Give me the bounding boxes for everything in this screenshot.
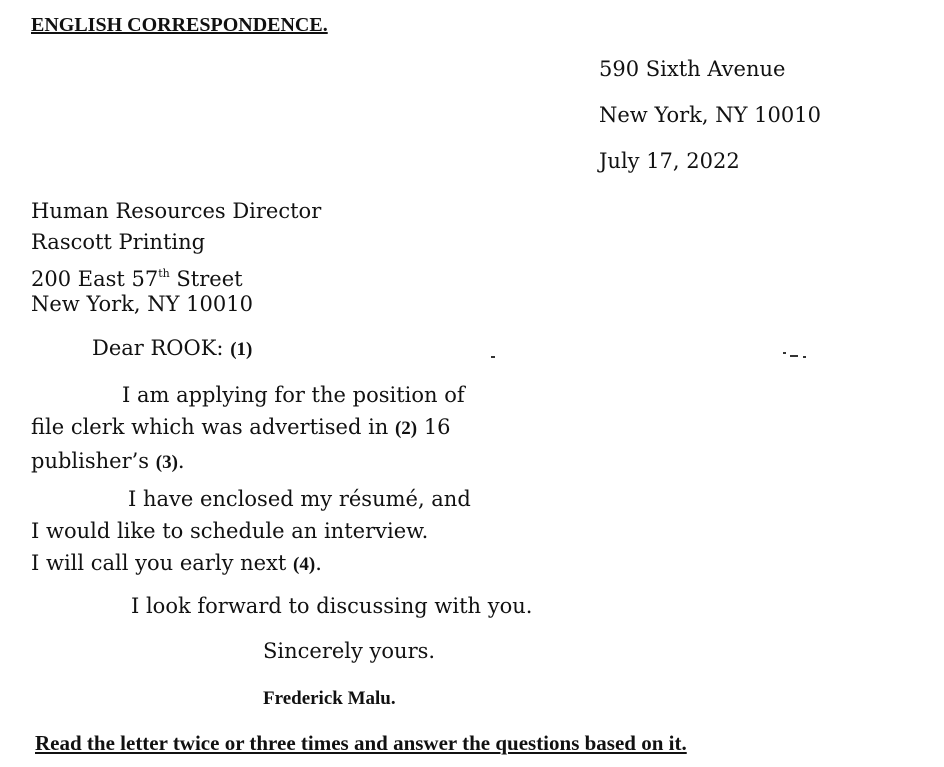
paragraph-1-line-2-end: 16 [417, 415, 451, 439]
paragraph-2-line-3 [31, 547, 471, 581]
scan-speck [790, 355, 798, 357]
paragraph-2-line-1: I have enclosed my résumé, and [128, 487, 471, 511]
paragraph-1 [31, 379, 465, 479]
recipient-title: Human Resources Director [31, 199, 322, 223]
recipient-street-name: Street [169, 267, 243, 291]
paragraph-1-line-2-text: file clerk which was advertised in [31, 415, 395, 439]
paragraph-2 [31, 483, 471, 581]
sender-street: 590 Sixth Avenue [599, 57, 786, 81]
paragraph-2-line-2: I would like to schedule an interview. [31, 519, 429, 543]
blank-marker-1: (1) [230, 339, 253, 360]
scan-speck [803, 356, 806, 358]
recipient-company: Rascott Printing [31, 230, 206, 254]
paragraph-1-line-1: I am applying for the position of [122, 383, 465, 407]
signature: Frederick Malu. [263, 688, 396, 709]
recipient-address [31, 196, 321, 320]
closing: Sincerely yours. [263, 639, 436, 663]
instruction: Read the letter twice or three times and answer the questions based on it. [35, 731, 687, 755]
recipient-street [31, 258, 321, 289]
scan-speck [491, 356, 495, 358]
blank-marker-3: (3) [155, 452, 178, 473]
letter-date: July 17, 2022 [599, 149, 740, 173]
recipient-street-number: 200 East 57 [31, 267, 159, 291]
paragraph-1-line-2 [31, 411, 465, 445]
paragraph-1-line-3-end: . [177, 449, 185, 473]
salutation [92, 336, 252, 361]
paragraph-2-line-3-text: I will call you early next [31, 551, 294, 575]
salutation-text: Dear ROOK: [92, 336, 231, 360]
paragraph-1-line-3-text: publisher’s [31, 449, 156, 473]
paragraph-2-line-3-end: . [315, 551, 322, 575]
document-heading: ENGLISH CORRESPONDENCE. [31, 14, 328, 36]
paragraph-3: I look forward to discussing with you. [131, 594, 533, 618]
recipient-street-suffix: th [158, 267, 170, 280]
paragraph-1-line-3 [31, 445, 465, 479]
sender-city: New York, NY 10010 [599, 103, 821, 127]
blank-marker-4: (4) [293, 554, 316, 575]
recipient-city: New York, NY 10010 [31, 292, 253, 316]
blank-marker-2: (2) [394, 418, 418, 439]
scan-speck [783, 352, 786, 354]
